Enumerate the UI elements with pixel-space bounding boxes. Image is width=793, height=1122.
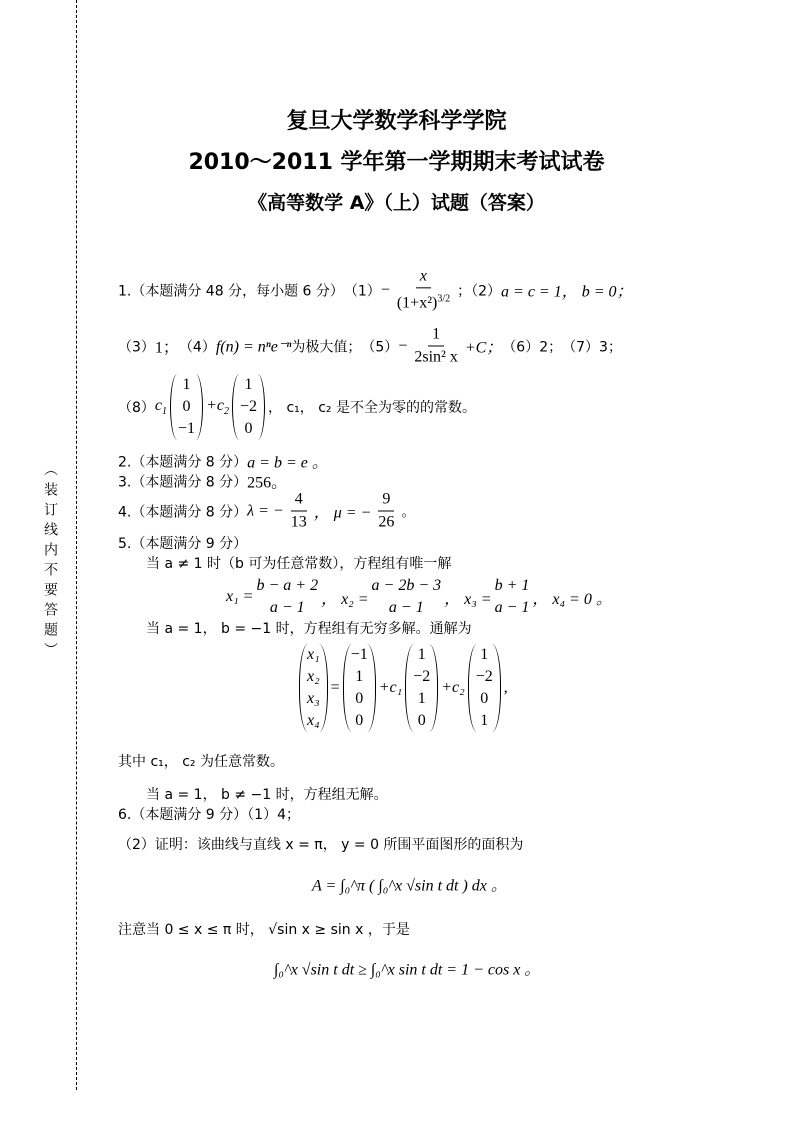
entry: −1 [350,646,368,663]
q6-label [118,804,300,824]
note-text: 注意当 0 ≤ x ≤ π 时， √sin x ≥ sin x ，于是 [118,922,410,938]
q1-answer1 [393,265,454,314]
q1-part5: （5） [361,339,399,355]
q1-line1: 1.（本题满分 48 分，每小题 6 分） （1） − $\frac{x}{(1+x^2)^{3/2}}$ ；（2） a = c = 1， b = 0； [118,265,633,314]
exponent: 3/2 [437,293,451,305]
q1-answer3: 1； [154,339,179,357]
numerator: 1 [428,324,444,347]
q3-answer: 256。 [247,474,288,492]
numerator: a − 2b − 3 [371,577,442,594]
entry: 1 [480,712,489,729]
vector [405,644,438,732]
entry: 0 [355,712,364,729]
q1-part6: （6）2； [502,339,563,355]
equals: = [330,679,340,696]
q5-general-solution [296,644,508,732]
exam-title: 2010～2011 学年第一学期期末考试试卷 [188,150,605,175]
q5-label [118,533,247,553]
vector [170,374,203,440]
q6-label-text: 6.（本题满分 9 分）（1）4； [118,807,300,823]
mu-value [374,489,398,534]
x4: ， x₄ = 0 。 [532,590,612,608]
q1-answer4-tail: 为极大值； [291,339,362,355]
entry: 1 [182,376,191,393]
x3: ， x₃ = [444,590,492,608]
q5-label-text: 5.（本题满分 9 分） [118,536,248,552]
entry: 0 [480,690,489,707]
entry: x₂ [307,668,320,685]
q2-answer: a = b = e 。 [247,454,328,472]
denominator: 26 [378,513,395,531]
entry: 1 [417,690,426,707]
q5-case3 [146,784,388,804]
q1-part2: ；（2） [457,282,502,299]
binding-note: （装订线内不要答题） [42,462,58,662]
case1-text: 当 a ≠ 1 时（b 可为任意常数），方程组有唯一解 [146,556,452,572]
x1-value [256,575,318,619]
entry: −1 [178,420,196,437]
entry: 0 [244,420,253,437]
q3-label: 3.（本题满分 8 分） [118,474,248,490]
numerator: x [419,267,428,285]
vector-x [299,644,328,732]
q2-label: 2.（本题满分 8 分） [118,454,248,470]
q6-inequality [274,957,540,980]
entry: 1 [244,376,253,393]
c2: +c₂ [441,679,465,696]
entry: 0 [355,690,364,707]
vector [232,374,265,440]
entry: x₃ [307,690,320,707]
q1-answer5-tail: +C； [464,339,503,357]
numerator: b − a + 2 [256,577,319,594]
case3-text: 当 a = 1， b ≠ −1 时，方程组无解。 [146,787,388,803]
q1-label: 1.（本题满分 48 分，每小题 6 分） [118,282,344,299]
numerator: 4 [291,489,307,512]
denominator: a − 1 [388,599,424,616]
entry: −2 [475,668,493,685]
c1: +c₁ [378,679,403,696]
denominator: 2sin² x [414,348,458,366]
entry: 1 [417,646,426,663]
q1-part7: （7）3； [562,339,622,355]
x2: ， x₂ = [321,590,369,608]
entry: 0 [182,398,191,415]
x2-value [372,575,442,619]
q1-line2: （3） 1； （4） f(n) = nⁿe⁻ⁿ 为极大值； （5） − $\frac{1}{\text{2sin² x}}$ +C； （6）2； （7）3； [118,324,622,369]
entry: −2 [239,398,257,415]
entry: 1 [480,646,489,663]
denominator: 13 [290,513,307,531]
q6-part2-text: （2）证明：该曲线与直线 x = π， y = 0 所围平面图形的面积为 [118,837,524,853]
q5-where [118,751,284,771]
period: 。 [401,504,416,520]
lambda-value [287,489,311,534]
q1-part8: （8） [118,400,155,416]
entry: x₁ [307,646,320,663]
x1: x₁ = [226,588,254,605]
vector [343,644,376,732]
page-title: 复旦大学数学科学学院 [286,109,507,134]
entry: −2 [413,668,431,685]
q1-part4: （4） [178,339,216,355]
q1-answer5 [410,324,461,369]
q1-line3: （8） $c_1$ 1 0 −1 $+c_2$ 1 −2 0 ， c₁， c₂ 是不全为零的的常数。 [118,374,476,440]
entry: x₄ [307,712,320,729]
q1-part3: （3） [118,339,155,355]
numerator: 9 [378,489,394,512]
numerator: b + 1 [494,577,530,594]
q6-part2 [118,834,523,854]
inequality-formula: ∫₀^x √sin t dt ≥ ∫₀^x sin t dt = 1 − cos x 。 [274,961,541,979]
q1-answer2: a = c = 1， b = 0； [501,283,633,301]
q5-case1 [146,553,451,573]
entry: 0 [417,712,426,729]
q5-case2 [146,618,472,638]
entry: 1 [355,668,364,685]
q4-label: 4.（本题满分 8 分） [118,504,248,520]
where-text: 其中 c₁， c₂ 为任意常数。 [118,754,284,770]
denominator: (1+x²) [396,294,438,312]
case2-text: 当 a = 1， b = −1 时，方程组有无穷多解。通解为 [146,621,472,637]
exam-subtitle: 《高等数学 A》（上）试题（答案） [248,192,545,214]
q1-answer8-tail: ， c₁， c₂ 是不全为零的的常数。 [268,400,476,416]
q5-unique-solution [226,575,612,619]
q4-line [118,489,415,534]
denominator: a − 1 [494,599,530,616]
comma: , [503,679,508,696]
lambda: λ = − [247,502,284,519]
q6-area-formula [312,873,507,896]
mu: ， μ = − [313,504,372,522]
q1-answer4: f(n) = nⁿe⁻ⁿ [215,338,292,355]
vector [468,644,501,732]
q1-part1: （1） [343,282,381,299]
area-formula: A = ∫₀^π ( ∫₀^x √sin t dt ) dx 。 [312,877,507,895]
x3-value [495,575,530,619]
denominator: a − 1 [269,599,305,616]
q6-note [118,919,410,939]
